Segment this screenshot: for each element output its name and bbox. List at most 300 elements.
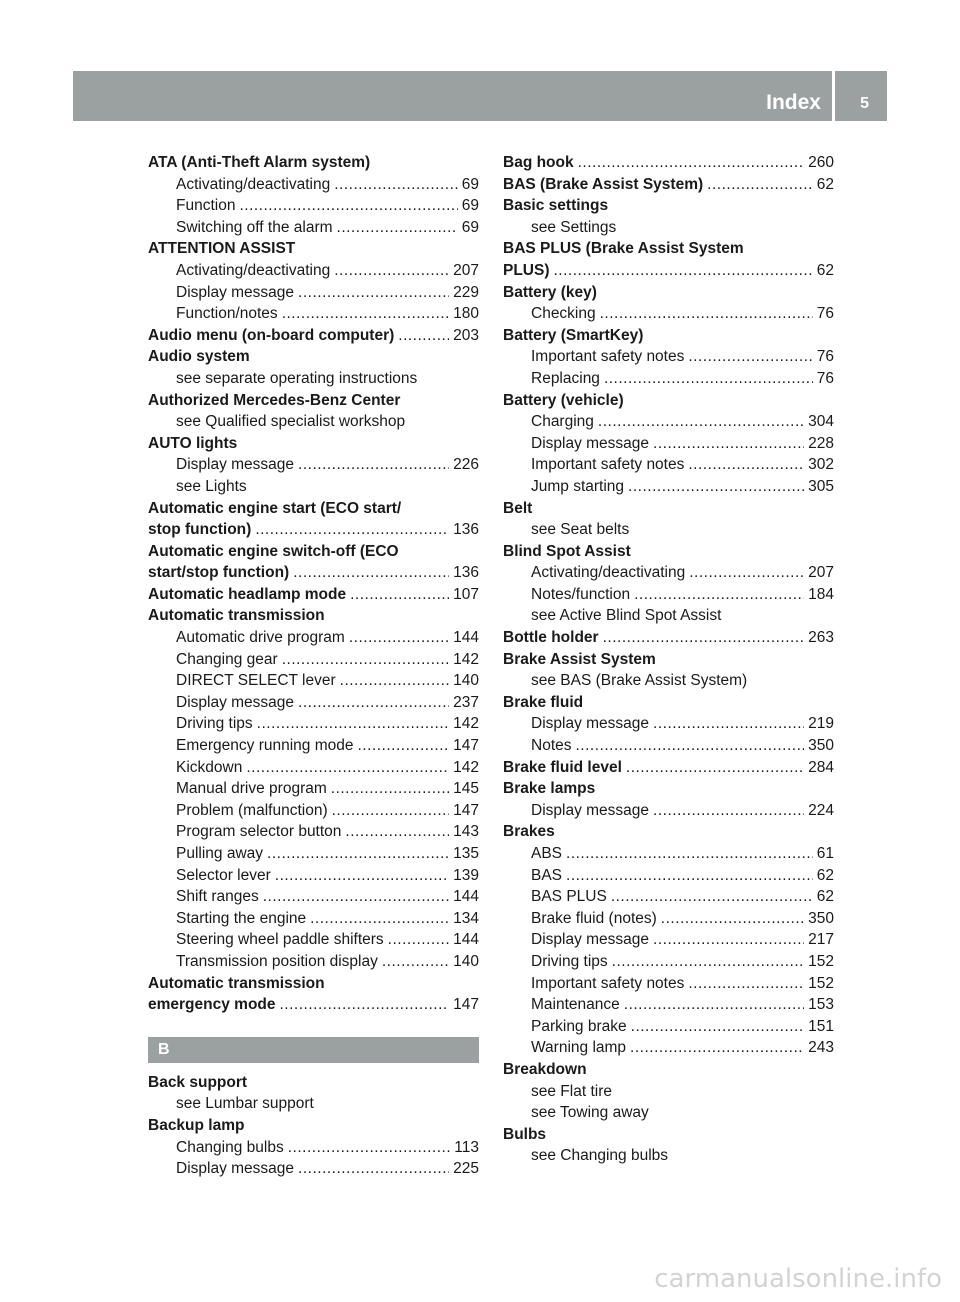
dot-leader [653,929,804,951]
page-ref[interactable]: 302 [808,456,834,474]
dot-leader [653,433,804,455]
dot-leader [631,1016,804,1038]
index-entry [503,1059,834,1081]
index-subentry[interactable] [148,282,479,304]
index-subentry[interactable] [503,973,834,995]
page-ref[interactable]: 207 [808,564,834,582]
dot-leader [331,778,449,800]
entry-text: Activating/deactivating [176,175,331,193]
index-entry [148,346,479,368]
index-subentry[interactable] [148,886,479,908]
page-ref[interactable]: 217 [808,931,834,949]
entry-text: see Seat belts [531,521,630,539]
index-subentry[interactable] [148,174,479,196]
index-subentry[interactable] [503,411,834,433]
page-ref[interactable]: 260 [808,154,834,171]
page-ref[interactable]: 219 [808,715,834,733]
index-entry[interactable] [503,757,834,779]
entry-text: Jump starting [531,477,625,495]
entry-text: BAS (Brake Assist System) [503,175,704,193]
index-subentry[interactable] [148,303,479,325]
dot-leader [298,282,449,304]
entry-text: see separate operating instructions [176,369,418,387]
index-subentry[interactable] [503,1016,834,1038]
entry-text: Changing bulbs [176,1138,284,1156]
entry-text: Display message [176,693,295,711]
entry-text: AUTO lights [148,434,238,452]
entry-text: DIRECT SELECT lever [176,672,336,690]
page-ref[interactable]: 152 [808,974,834,992]
section-letter: B [158,1040,170,1058]
index-subentry[interactable] [148,821,479,843]
index-entry [503,195,834,217]
page-ref[interactable]: 69 [461,218,479,236]
entry-text: Activating/deactivating [176,261,331,279]
entry-text: ABS [531,845,563,862]
entry-text: BAS PLUS (Brake Assist System [503,240,744,258]
page-ref[interactable]: 207 [453,261,479,279]
page-ref[interactable]: 203 [453,326,479,344]
entry-text: Notes [531,737,572,755]
entry-text: Notes/function [531,585,631,603]
page-ref[interactable]: 228 [808,434,834,452]
index-subentry[interactable] [148,929,479,951]
page-ref[interactable]: 224 [808,801,834,819]
entry-text: Audio menu (on-board computer) [148,326,395,344]
entry-text: start/stop function) [148,564,290,582]
page-ref[interactable]: 226 [453,456,479,474]
page-ref[interactable]: 237 [453,693,479,711]
page-ref[interactable]: 350 [808,737,834,755]
index-subentry [503,1145,834,1167]
entry-text: Important safety notes [531,456,685,474]
index-subentry [148,368,479,390]
page-ref[interactable]: 62 [816,866,834,884]
index-subentry [148,411,479,433]
entry-text: Breakdown [503,1060,587,1078]
index-subentry[interactable] [148,195,479,217]
dot-leader [611,886,813,908]
page-ref[interactable]: 145 [453,780,479,798]
entry-text: Bag hook [503,154,574,171]
entry-text: Maintenance [531,996,620,1014]
index-subentry [148,1093,479,1115]
entry-text: stop function) [148,521,252,539]
dot-leader [246,757,449,779]
index-entry[interactable] [148,584,479,606]
index-subentry[interactable] [503,994,834,1016]
page-ref[interactable]: 152 [808,952,834,970]
index-entry [503,390,834,412]
index-subentry[interactable] [503,303,834,325]
page-ref[interactable]: 62 [816,261,834,279]
index-subentry[interactable] [503,865,834,887]
header-divider [832,71,835,121]
entry-text: Brake lamps [503,780,596,798]
entry-text: Starting the engine [176,909,307,927]
entry-text: Belt [503,499,533,517]
dot-leader [612,951,804,973]
page-ref[interactable]: 180 [453,305,479,323]
entry-text: ATA (Anti-Theft Alarm system) [148,154,371,171]
dot-leader [298,692,449,714]
entry-text: Changing gear [176,650,278,668]
dot-leader [288,1137,451,1159]
page-ref[interactable]: 140 [453,952,479,970]
entry-text: Display message [531,931,650,949]
dot-leader [382,951,449,973]
entry-text: Parking brake [531,1017,627,1035]
dot-leader [282,303,449,325]
dot-leader [337,217,458,239]
page-ref[interactable]: 144 [453,931,479,949]
index-subentry[interactable] [503,1037,834,1059]
dot-leader [634,584,804,606]
page-ref[interactable]: 69 [461,175,479,193]
page-ref[interactable]: 350 [808,909,834,927]
dot-leader [345,821,449,843]
entry-text: Driving tips [531,952,608,970]
entry-text: see Qualified specialist workshop [176,413,406,431]
entry-text: Display message [176,283,295,301]
entry-text: Blind Spot Assist [503,542,631,560]
entry-text: PLUS) [503,261,550,279]
entry-text: Battery (vehicle) [503,391,624,409]
dot-leader [255,519,449,541]
index-subentry[interactable] [503,476,834,498]
dot-leader [600,303,813,325]
index-subentry[interactable] [503,951,834,973]
index-subentry[interactable] [148,800,479,822]
index-subentry[interactable] [503,735,834,757]
page-ref[interactable]: 107 [453,585,479,603]
index-subentry[interactable] [148,843,479,865]
index-subentry[interactable] [503,454,834,476]
index-subentry[interactable] [148,1158,479,1180]
page-ref[interactable]: 62 [816,175,834,193]
index-subentry[interactable] [148,260,479,282]
entry-text: BAS [531,866,563,884]
entry-text: Automatic engine switch-off (ECO [148,542,399,560]
entry-text: Brake fluid [503,693,584,711]
watermark: carmanualsonline.info [654,1264,942,1294]
index-entry [148,1115,479,1137]
entry-text: see BAS (Brake Assist System) [531,672,748,690]
dot-leader [310,908,449,930]
page-ref[interactable]: 142 [453,758,479,776]
entry-text: see Lumbar support [176,1095,314,1113]
page-ref[interactable]: 147 [453,801,479,819]
entry-text: Audio system [148,348,250,366]
entry-text: see Flat tire [531,1082,612,1100]
entry-text: Automatic transmission [148,607,325,625]
index-column-right [503,152,834,1167]
entry-text: Function/notes [176,305,278,323]
index-subentry[interactable] [148,692,479,714]
entry-text: Automatic transmission [148,974,325,992]
entry-text: Basic settings [503,197,609,215]
dot-leader [689,562,804,584]
entry-text: Switching off the alarm [176,218,333,236]
page-ref[interactable]: 140 [453,672,479,690]
index-subentry[interactable] [503,886,834,908]
page-ref[interactable]: 142 [453,715,479,733]
page-ref[interactable]: 113 [454,1138,479,1156]
page-header [73,71,887,121]
index-entry [503,821,834,843]
index-subentry[interactable] [503,562,834,584]
index-entry[interactable] [148,519,479,541]
dot-leader [688,454,804,476]
entry-text: Important safety notes [531,974,685,992]
entry-text: Checking [531,305,596,323]
page-ref[interactable]: 61 [816,845,834,862]
index-entry [148,973,479,995]
dot-leader [398,325,449,347]
index-subentry[interactable] [503,843,834,865]
dot-leader [688,346,812,368]
dot-leader [257,713,449,735]
page-ref[interactable]: 76 [816,348,834,366]
index-entry [148,1072,479,1094]
index-subentry[interactable] [148,778,479,800]
dot-leader [598,411,804,433]
dot-leader [604,368,813,390]
index-subentry[interactable] [503,929,834,951]
entry-text: Emergency running mode [176,737,354,755]
index-subentry[interactable] [503,433,834,455]
index-subentry[interactable] [503,800,834,822]
entry-text: Activating/deactivating [531,564,686,582]
dot-leader [280,994,450,1016]
dot-leader [267,843,449,865]
dot-leader [275,865,449,887]
index-subentry[interactable] [503,368,834,390]
entry-text: Brakes [503,823,555,841]
entry-text: Manual drive program [176,780,327,798]
index-subentry [503,1081,834,1103]
dot-leader [566,843,813,865]
entry-text: Charging [531,413,594,431]
index-subentry [503,605,834,627]
entry-text: Replacing [531,369,600,387]
index-subentry[interactable] [148,951,479,973]
entry-text: Brake fluid (notes) [531,909,657,927]
page-ref[interactable]: 136 [453,564,479,582]
entry-text: Pulling away [176,845,264,862]
index-subentry[interactable] [503,346,834,368]
dot-leader [578,152,805,174]
page-number: 5 [860,95,869,112]
dot-leader [566,865,813,887]
index-entry[interactable] [503,174,834,196]
index-entry [503,778,834,800]
page-ref[interactable]: 136 [453,521,479,539]
index-entry[interactable] [148,562,479,584]
index-entry [148,152,479,174]
dot-leader [653,713,804,735]
index-subentry [503,1102,834,1124]
index-entry[interactable] [503,152,834,174]
page-ref[interactable]: 142 [453,650,479,668]
dot-leader [628,476,804,498]
dot-leader [653,800,804,822]
index-subentry[interactable] [148,713,479,735]
entry-text: see Lights [176,477,247,495]
index-entry [503,692,834,714]
dot-leader [624,994,804,1016]
index-subentry[interactable] [503,713,834,735]
page-ref[interactable]: 134 [453,909,479,927]
dot-leader [293,562,449,584]
index-entry[interactable] [503,627,834,649]
page-ref[interactable]: 147 [453,996,479,1014]
index-entry [503,282,834,304]
page-ref[interactable]: 144 [453,629,479,647]
entry-text: see Active Blind Spot Assist [531,607,722,625]
entry-text: Selector lever [176,866,271,884]
index-entry [148,390,479,412]
index-entry [148,433,479,455]
index-entry [503,325,834,347]
page-ref[interactable]: 143 [453,823,479,841]
dot-leader [334,260,449,282]
index-subentry[interactable] [148,908,479,930]
entry-text: Program selector button [176,823,342,841]
entry-text: Authorized Mercedes-Benz Center [148,391,401,409]
entry-text: Brake Assist System [503,650,656,668]
page-ref[interactable]: 76 [816,305,834,323]
entry-text: Backup lamp [148,1116,245,1134]
entry-text: emergency mode [148,996,276,1014]
page-ref[interactable]: 76 [816,369,834,387]
entry-text: see Towing away [531,1104,649,1122]
index-entry[interactable] [148,325,479,347]
entry-text: Function [176,197,236,215]
dot-leader [661,908,804,930]
index-entry [503,541,834,563]
page-ref[interactable]: 151 [808,1017,834,1035]
index-subentry[interactable] [503,584,834,606]
dot-leader [707,174,813,196]
dot-leader [688,973,804,995]
page-ref[interactable]: 139 [453,866,479,884]
entry-text: Bottle holder [503,629,599,647]
entry-text: Transmission position display [176,952,378,970]
index-entry [148,238,479,260]
entry-text: Bulbs [503,1125,547,1143]
entry-text: Display message [531,801,650,819]
header-title: Index [766,91,821,114]
page-ref[interactable]: 284 [808,758,834,776]
index-subentry[interactable] [503,908,834,930]
entry-text: Steering wheel paddle shifters [176,931,384,949]
entry-text: Back support [148,1073,248,1091]
index-entry [148,498,479,520]
entry-text: Shift ranges [176,888,259,906]
entry-text: Automatic engine start (ECO start/ [148,499,402,517]
page-ref[interactable]: 62 [816,888,834,906]
page-ref[interactable]: 144 [453,888,479,906]
entry-text: Driving tips [176,715,253,733]
entry-text: Brake fluid level [503,758,622,776]
index-entry [148,541,479,563]
entry-text: Warning lamp [531,1039,627,1057]
index-entry [503,1124,834,1146]
index-entry [503,238,834,260]
dot-leader [630,1037,804,1059]
index-subentry[interactable] [148,649,479,671]
index-subentry[interactable] [148,865,479,887]
entry-text: see Settings [531,218,617,236]
entry-text: Battery (key) [503,283,597,301]
index-subentry [503,217,834,239]
index-entry[interactable] [503,260,834,282]
index-subentry[interactable] [148,217,479,239]
index-subentry [503,519,834,541]
dot-leader [334,174,458,196]
index-column-left [148,152,479,1180]
index-subentry[interactable] [148,757,479,779]
page-ref[interactable]: 147 [453,737,479,755]
index-entry [503,649,834,671]
page-ref[interactable]: 229 [453,283,479,301]
page-ref[interactable]: 263 [808,629,834,647]
entry-text: Problem (malfunction) [176,801,328,819]
dot-leader [340,670,449,692]
page-ref[interactable]: 305 [808,477,834,495]
dot-leader [332,800,450,822]
index-subentry [148,476,479,498]
index-entry [148,605,479,627]
dot-leader [603,627,805,649]
dot-leader [626,757,804,779]
dot-leader [554,260,813,282]
entry-text: Display message [176,1160,295,1178]
page-ref[interactable]: 225 [453,1160,479,1178]
section-header [148,1037,479,1063]
entry-text: Automatic headlamp mode [148,585,347,603]
dot-leader [350,584,449,606]
entry-text: Display message [531,715,650,733]
page-ref[interactable]: 135 [453,845,479,862]
dot-leader [239,195,457,217]
page-ref[interactable]: 304 [808,413,834,431]
page-ref[interactable]: 69 [461,197,479,215]
index-subentry[interactable] [148,735,479,757]
entry-text: ATTENTION ASSIST [148,240,296,258]
index-subentry [503,670,834,692]
index-entry [503,498,834,520]
entry-text: Battery (SmartKey) [503,326,644,344]
page-ref[interactable]: 153 [808,996,834,1014]
dot-leader [358,735,450,757]
entry-text: see Changing bulbs [531,1147,669,1165]
index-subentry[interactable] [148,627,479,649]
index-subentry[interactable] [148,454,479,476]
dot-leader [263,886,449,908]
page-ref[interactable]: 184 [808,585,834,603]
entry-text: BAS PLUS [531,888,607,906]
dot-leader [576,735,805,757]
entry-text: Important safety notes [531,348,685,366]
dot-leader [282,649,449,671]
page-ref[interactable]: 243 [808,1039,834,1057]
index-entry[interactable] [148,994,479,1016]
index-subentry[interactable] [148,1137,479,1159]
dot-leader [349,627,449,649]
index-subentry[interactable] [148,670,479,692]
